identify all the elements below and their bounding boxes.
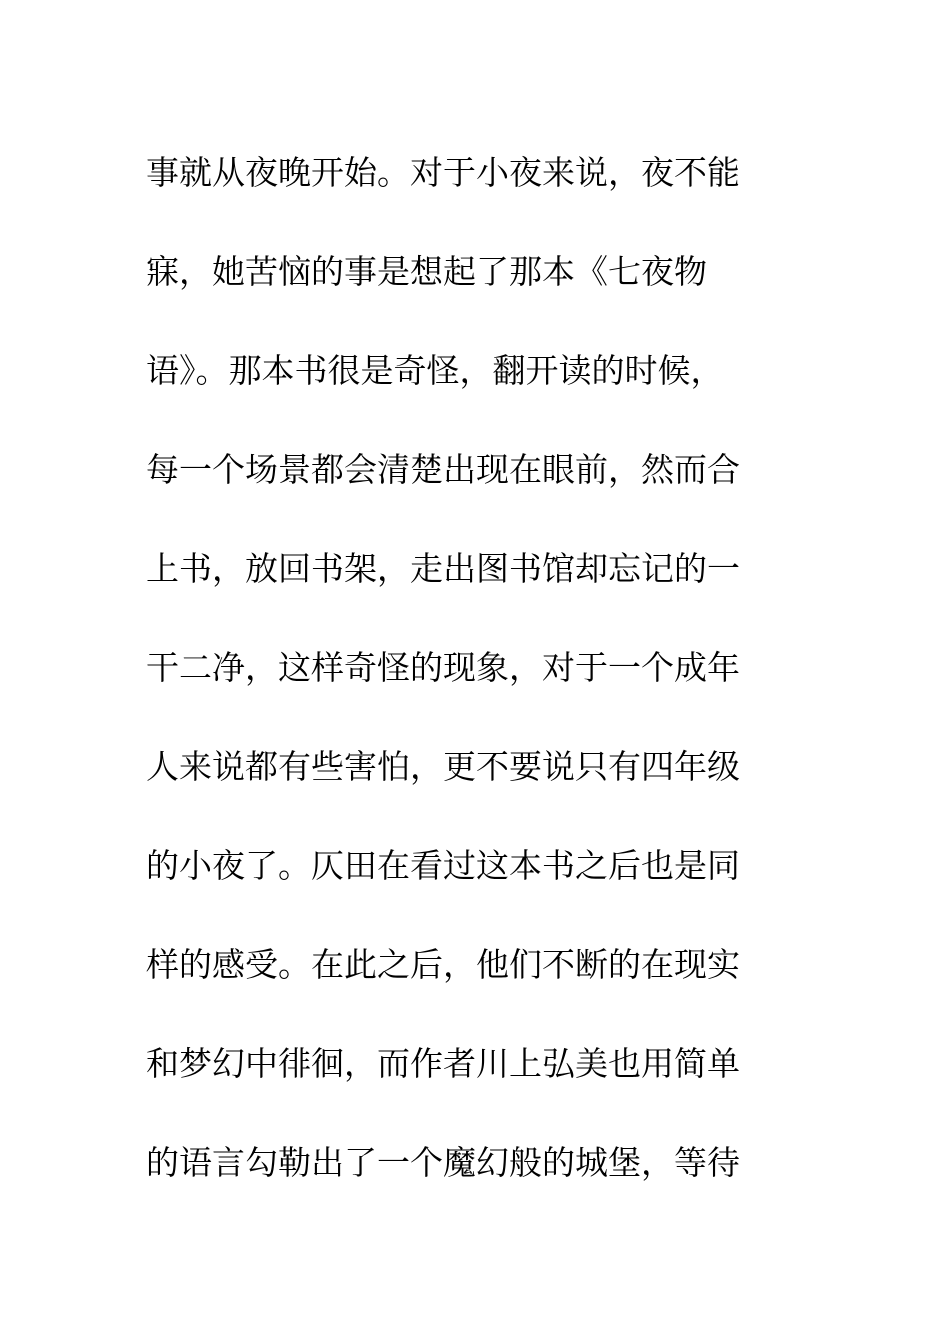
text-line: 事就从夜晚开始。对于小夜来说，夜不能 [146, 153, 740, 192]
text-line: 的语言勾勒出了一个魔幻般的城堡，等待 [146, 1143, 740, 1182]
text-line: 语》。那本书很是奇怪，翻开读的时候， [146, 351, 724, 390]
text-line: 每一个场景都会清楚出现在眼前，然而合 [146, 450, 740, 489]
text-line: 寐，她苦恼的事是想起了那本《七夜物 [146, 252, 707, 291]
text-line: 和梦幻中徘徊，而作者川上弘美也用简单 [146, 1044, 740, 1083]
text-line: 上书，放回书架，走出图书馆却忘记的一 [146, 549, 740, 588]
text-line: 干二净，这样奇怪的现象，对于一个成年 [146, 648, 740, 687]
text-line: 样的感受。在此之后，他们不断的在现实 [146, 945, 740, 984]
text-line: 人来说都有些害怕，更不要说只有四年级 [146, 747, 740, 786]
text-line: 的小夜了。仄田在看过这本书之后也是同 [146, 846, 740, 885]
body-text [146, 123, 786, 1212]
